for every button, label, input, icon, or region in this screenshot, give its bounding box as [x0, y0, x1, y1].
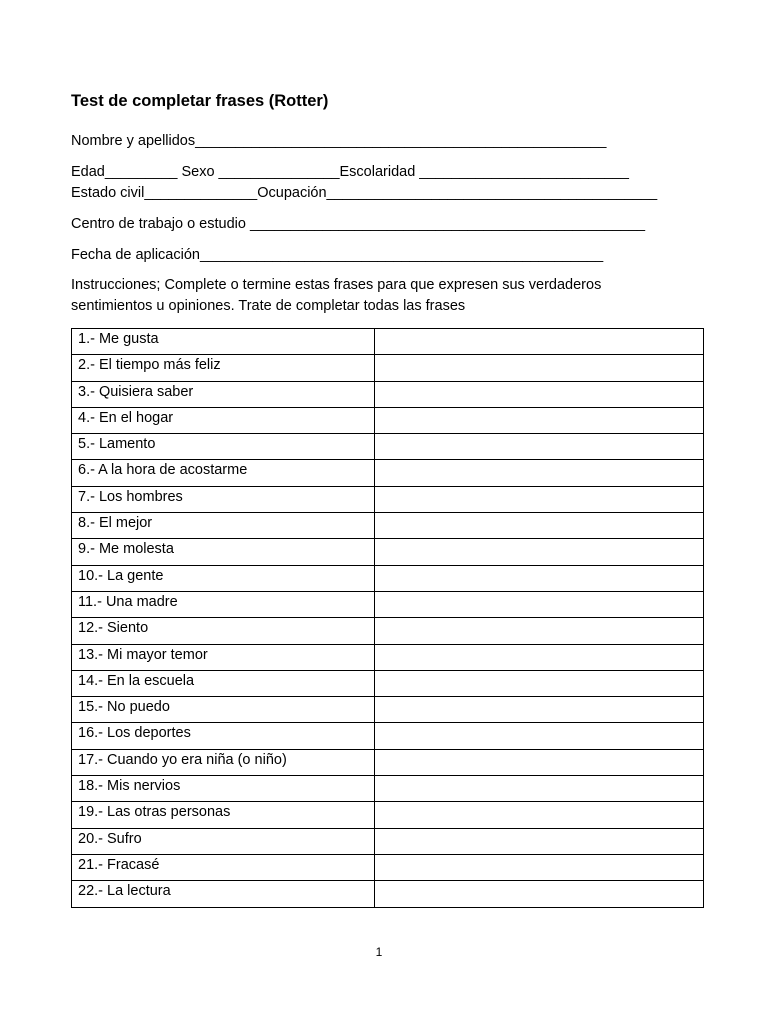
instructions-line: sentimientos u opiniones. Trate de completar todas las frases [71, 298, 466, 314]
table-row [72, 723, 704, 749]
table-row [72, 460, 704, 486]
sentence-stem: 17.- Cuando yo era niña (o niño) [72, 749, 375, 775]
application-date-field[interactable]: Fecha de aplicación__________________________________________________ [71, 247, 604, 263]
answer-cell[interactable] [375, 434, 704, 460]
table-row [72, 355, 704, 381]
table-row [72, 513, 704, 539]
sentence-completion-table [71, 328, 704, 908]
answer-cell[interactable] [375, 539, 704, 565]
sentence-stem: 15.- No puedo [72, 697, 375, 723]
answer-cell[interactable] [375, 854, 704, 880]
table-row [72, 802, 704, 828]
sentence-stem: 13.- Mi mayor temor [72, 644, 375, 670]
sentence-stem: 7.- Los hombres [72, 486, 375, 512]
answer-cell[interactable] [375, 723, 704, 749]
sentence-stem: 4.- En el hogar [72, 407, 375, 433]
answer-cell[interactable] [375, 460, 704, 486]
name-field[interactable]: Nombre y apellidos___________________________________________________ [71, 133, 607, 149]
answer-cell[interactable] [375, 355, 704, 381]
table-row [72, 670, 704, 696]
answer-cell[interactable] [375, 591, 704, 617]
sentence-stem: 14.- En la escuela [72, 670, 375, 696]
answer-cell[interactable] [375, 329, 704, 355]
sentence-stem: 9.- Me molesta [72, 539, 375, 565]
sentence-stem: 18.- Mis nervios [72, 776, 375, 802]
sentence-stem: 1.- Me gusta [72, 329, 375, 355]
page-number: 1 [375, 945, 383, 959]
answer-cell[interactable] [375, 407, 704, 433]
answer-cell[interactable] [375, 697, 704, 723]
answer-cell[interactable] [375, 486, 704, 512]
sentence-stem: 19.- Las otras personas [72, 802, 375, 828]
answer-cell[interactable] [375, 828, 704, 854]
table-row [72, 486, 704, 512]
sentence-stem: 11.- Una madre [72, 591, 375, 617]
table-row [72, 854, 704, 880]
sentence-stem: 21.- Fracasé [72, 854, 375, 880]
table-row [72, 776, 704, 802]
answer-cell[interactable] [375, 644, 704, 670]
table-row [72, 381, 704, 407]
answer-cell[interactable] [375, 565, 704, 591]
sentence-stem: 8.- El mejor [72, 513, 375, 539]
table-row [72, 539, 704, 565]
sentence-stem: 2.- El tiempo más feliz [72, 355, 375, 381]
answer-cell[interactable] [375, 618, 704, 644]
table-row [72, 749, 704, 775]
table-row [72, 329, 704, 355]
answer-cell[interactable] [375, 749, 704, 775]
table-row [72, 591, 704, 617]
instructions-line: Instrucciones; Complete o termine estas frases para que expresen sus verdaderos [71, 277, 602, 293]
sentence-stem: 3.- Quisiera saber [72, 381, 375, 407]
workplace-field[interactable]: Centro de trabajo o estudio _________________________________________________ [71, 216, 646, 232]
table-row [72, 697, 704, 723]
table-row [72, 434, 704, 460]
instructions [71, 275, 671, 317]
sentence-stem: 5.- Lamento [72, 434, 375, 460]
table-row [72, 881, 704, 907]
answer-cell[interactable] [375, 513, 704, 539]
answer-cell[interactable] [375, 776, 704, 802]
sentence-stem: 12.- Siento [72, 618, 375, 644]
table-row [72, 644, 704, 670]
table-row [72, 828, 704, 854]
answer-cell[interactable] [375, 881, 704, 907]
answer-cell[interactable] [375, 381, 704, 407]
sentence-stem: 16.- Los deportes [72, 723, 375, 749]
sentence-stem: 20.- Sufro [72, 828, 375, 854]
sentence-stem: 10.- La gente [72, 565, 375, 591]
civil-status-occupation-field[interactable]: Estado civil______________Ocupación_________________________________________ [71, 185, 658, 201]
sentence-stem: 6.- A la hora de acostarme [72, 460, 375, 486]
age-sex-schooling-field[interactable]: Edad_________ Sexo _______________Escolaridad __________________________ [71, 164, 629, 180]
answer-cell[interactable] [375, 802, 704, 828]
page-title: Test de completar frases (Rotter) [71, 92, 329, 110]
answer-cell[interactable] [375, 670, 704, 696]
table-row [72, 565, 704, 591]
table-row [72, 618, 704, 644]
sentence-stem: 22.- La lectura [72, 881, 375, 907]
table-row [72, 407, 704, 433]
